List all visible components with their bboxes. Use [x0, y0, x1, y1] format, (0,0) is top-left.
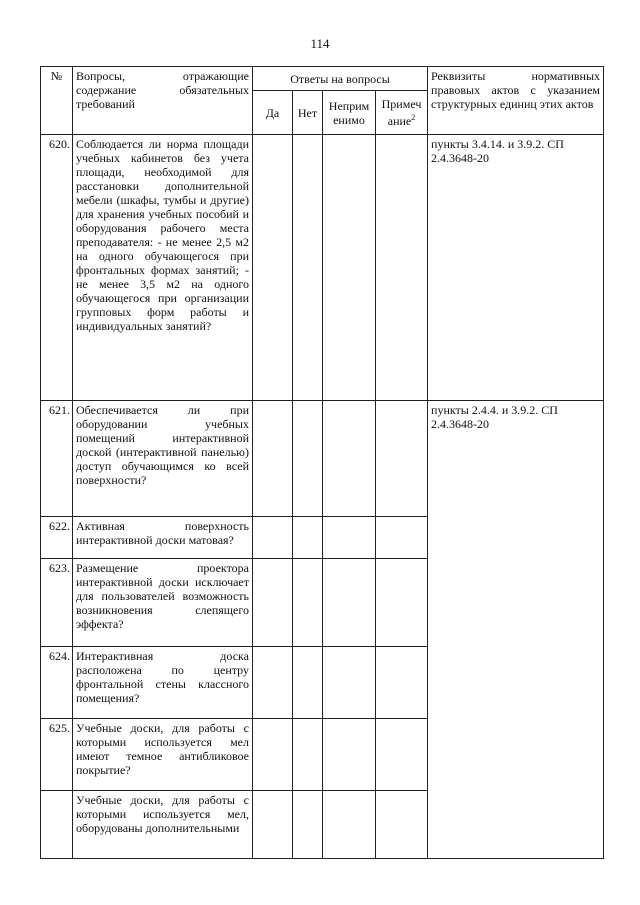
answer-na-cell[interactable] [323, 559, 376, 647]
table-row [41, 135, 604, 401]
row-num: 621. [41, 401, 73, 517]
answer-yes-cell[interactable] [253, 791, 293, 859]
row-num: 623. [41, 559, 73, 647]
answer-no-cell[interactable] [293, 647, 323, 719]
answer-note-cell[interactable] [376, 401, 428, 517]
answer-no-cell[interactable] [293, 719, 323, 791]
answer-note-cell[interactable] [376, 559, 428, 647]
answer-no-cell[interactable] [293, 517, 323, 559]
row-question: Учебные доски, для работы с которыми используется мел имеют темное антибликовое покрытие? [73, 719, 253, 791]
row-question: Соблюдается ли норма площади учебных кабинетов без учета площади, необходимой для расстановки дополнительной мебели (шкафы, тумбы и другие) для хранения учебных пособий и оборудования рабочего места преподавателя: - не менее 2,5 м2 на одного обучающегося при фронтальных формах занятий; - не менее 3,5 м2 на одного обучающегося при организации групповых форм работы и индивидуальных занятий? [73, 135, 253, 401]
header-refs: Реквизиты нормативных правовых актов с указанием структурных единиц этих актов [428, 67, 604, 135]
answer-no-cell[interactable] [293, 559, 323, 647]
row-num: 622. [41, 517, 73, 559]
answer-na-cell[interactable] [323, 517, 376, 559]
page-number: 114 [310, 36, 330, 51]
answer-no-cell[interactable] [293, 401, 323, 517]
row-num: 625. [41, 719, 73, 791]
requirements-table [40, 66, 604, 859]
row-question: Обеспечивается ли при оборудовании учебных помещений интерактивной доской (интерактивной панелью) доступ обучающимся ко всей поверхности? [73, 401, 253, 517]
row-num: 624. [41, 647, 73, 719]
answer-na-cell[interactable] [323, 791, 376, 859]
answer-note-cell[interactable] [376, 719, 428, 791]
answer-yes-cell[interactable] [253, 559, 293, 647]
row-question: Учебные доски, для работы с которыми используется мел, оборудованы дополнительными [73, 791, 253, 859]
answer-yes-cell[interactable] [253, 517, 293, 559]
answer-yes-cell[interactable] [253, 135, 293, 401]
row-num: 620. [41, 135, 73, 401]
header-no: Нет [293, 91, 323, 135]
header-answers: Ответы на вопросы [253, 67, 428, 91]
row-ref: пункты 3.4.14. и 3.9.2. СП 2.4.3648-20 [428, 135, 604, 401]
header-note-sup: 2 [411, 113, 416, 122]
answer-note-cell[interactable] [376, 517, 428, 559]
answer-note-cell[interactable] [376, 791, 428, 859]
header-num: № [41, 67, 73, 135]
row-question: Активная поверхность интерактивной доски матовая? [73, 517, 253, 559]
answer-na-cell[interactable] [323, 647, 376, 719]
answer-na-cell[interactable] [323, 719, 376, 791]
row-question: Размещение проектора интерактивной доски исключает для пользователей возможность возникновения слепящего эффекта? [73, 559, 253, 647]
row-num [41, 791, 73, 859]
answer-note-cell[interactable] [376, 135, 428, 401]
table-row [41, 401, 604, 517]
header-note-text: Примеч ание [381, 97, 422, 128]
answer-note-cell[interactable] [376, 647, 428, 719]
header-yes: Да [253, 91, 293, 135]
header-note [376, 91, 428, 135]
answer-no-cell[interactable] [293, 135, 323, 401]
answer-no-cell[interactable] [293, 791, 323, 859]
answer-yes-cell[interactable] [253, 647, 293, 719]
answer-yes-cell[interactable] [253, 719, 293, 791]
answer-na-cell[interactable] [323, 135, 376, 401]
header-questions: Вопросы, отражающие содержание обязательных требований [73, 67, 253, 135]
header-na: Неприм енимо [323, 91, 376, 135]
table-header-row [41, 67, 604, 91]
answer-na-cell[interactable] [323, 401, 376, 517]
answer-yes-cell[interactable] [253, 401, 293, 517]
row-question: Интерактивная доска расположена по центру фронтальной стены классного помещения? [73, 647, 253, 719]
row-ref: пункты 2.4.4. и 3.9.2. СП 2.4.3648-20 [428, 401, 604, 859]
